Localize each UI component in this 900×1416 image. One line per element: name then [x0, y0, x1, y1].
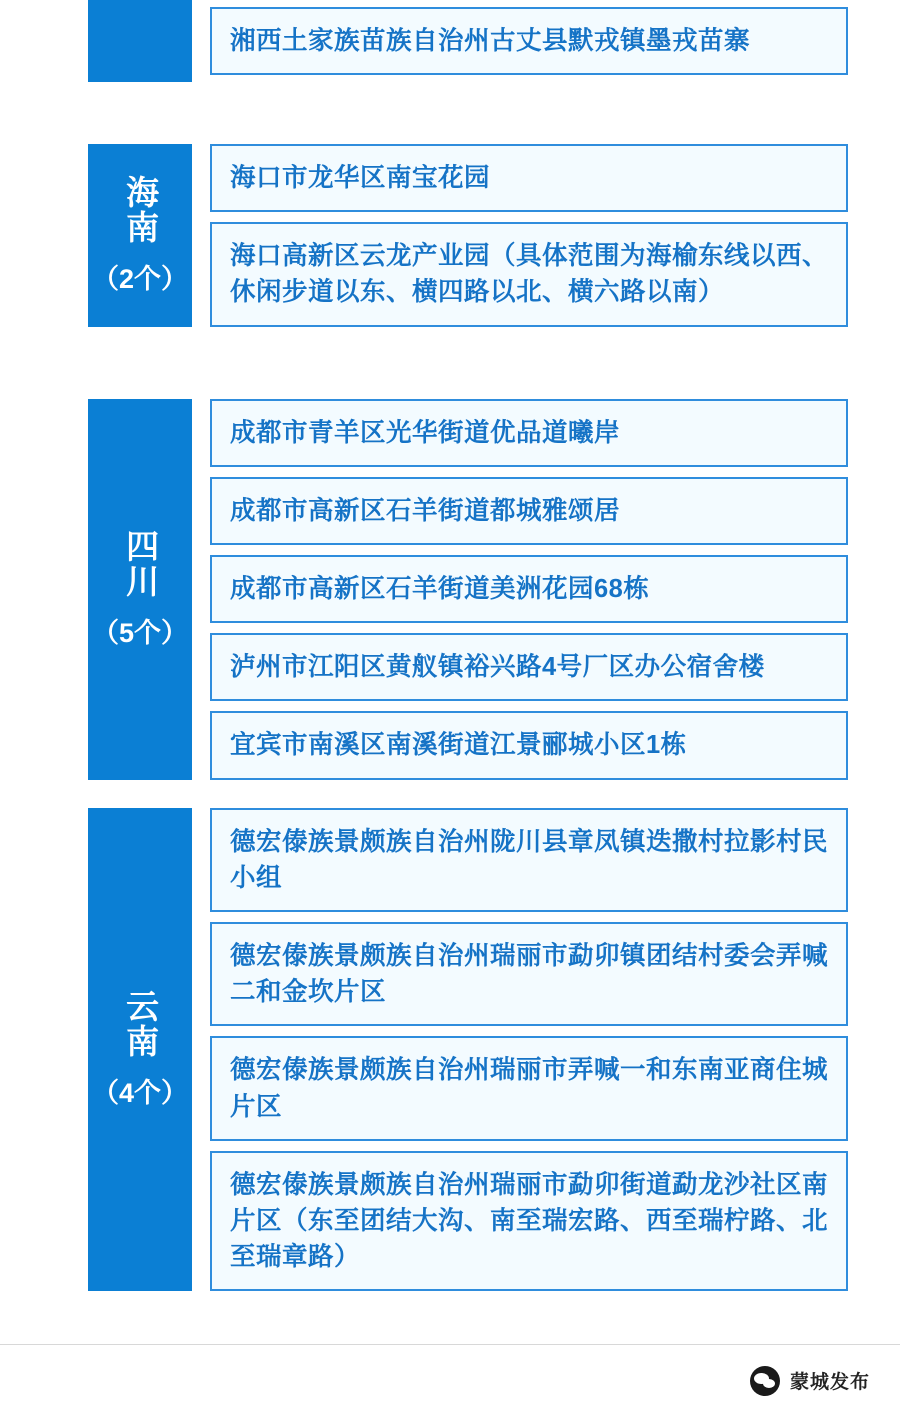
province-count: （4个）: [91, 1078, 189, 1109]
province-name: 四川: [122, 528, 160, 599]
items-list: [192, 808, 848, 1292]
group-spacer: [0, 780, 900, 808]
list-item: 德宏傣族景颇族自治州瑞丽市弄喊一和东南亚商住城片区: [210, 1036, 848, 1140]
list-item: 德宏傣族景颇族自治州瑞丽市勐卯镇团结村委会弄喊二和金坎片区: [210, 922, 848, 1026]
province-label-cell: [88, 0, 192, 82]
list-item: 德宏傣族景颇族自治州瑞丽市勐卯街道勐龙沙社区南片区（东至团结大沟、南至瑞宏路、西至瑞柠路、北至瑞章路）: [210, 1151, 848, 1292]
list-item: 德宏傣族景颇族自治州陇川县章凤镇迭撒村拉影村民小组: [210, 808, 848, 912]
list-item: 成都市高新区石羊街道都城雅颂居: [210, 477, 848, 545]
account-name: 蒙城发布: [789, 1372, 870, 1393]
list-item: 宜宾市南溪区南溪街道江景郦城小区1栋: [210, 711, 848, 779]
risk-area-group-sichuan: [0, 399, 900, 780]
province-label-cell-sichuan: [88, 399, 192, 780]
group-spacer: [0, 327, 900, 399]
footer-bar: [0, 1344, 900, 1416]
items-list: [192, 399, 848, 780]
province-name: 海南: [122, 174, 160, 245]
list-item: 成都市高新区石羊街道美洲花园68栋: [210, 555, 848, 623]
items-list: [192, 144, 848, 327]
list-item: 泸州市江阳区黄舣镇裕兴路4号厂区办公宿舍楼: [210, 633, 848, 701]
risk-area-group-hainan: [0, 144, 900, 327]
list-item: 海口高新区云龙产业园（具体范围为海榆东线以西、休闲步道以东、横四路以北、横六路以南）: [210, 222, 848, 326]
list-item: 成都市青羊区光华街道优品道曦岸: [210, 399, 848, 467]
province-label-cell-yunnan: [88, 808, 192, 1292]
account-badge[interactable]: [750, 1366, 870, 1396]
risk-area-group-yunnan: [0, 808, 900, 1292]
wechat-icon: [750, 1366, 780, 1396]
province-count: （5个）: [91, 617, 189, 648]
province-count: （2个）: [91, 263, 189, 294]
province-label-cell-hainan: [88, 144, 192, 327]
list-item: 湘西土家族苗族自治州古丈县默戎镇墨戎苗寨: [210, 7, 848, 75]
group-spacer: [0, 82, 900, 144]
list-item: 海口市龙华区南宝花园: [210, 144, 848, 212]
items-list: [192, 0, 848, 82]
risk-area-group: [0, 0, 900, 82]
province-name: 云南: [122, 989, 160, 1060]
